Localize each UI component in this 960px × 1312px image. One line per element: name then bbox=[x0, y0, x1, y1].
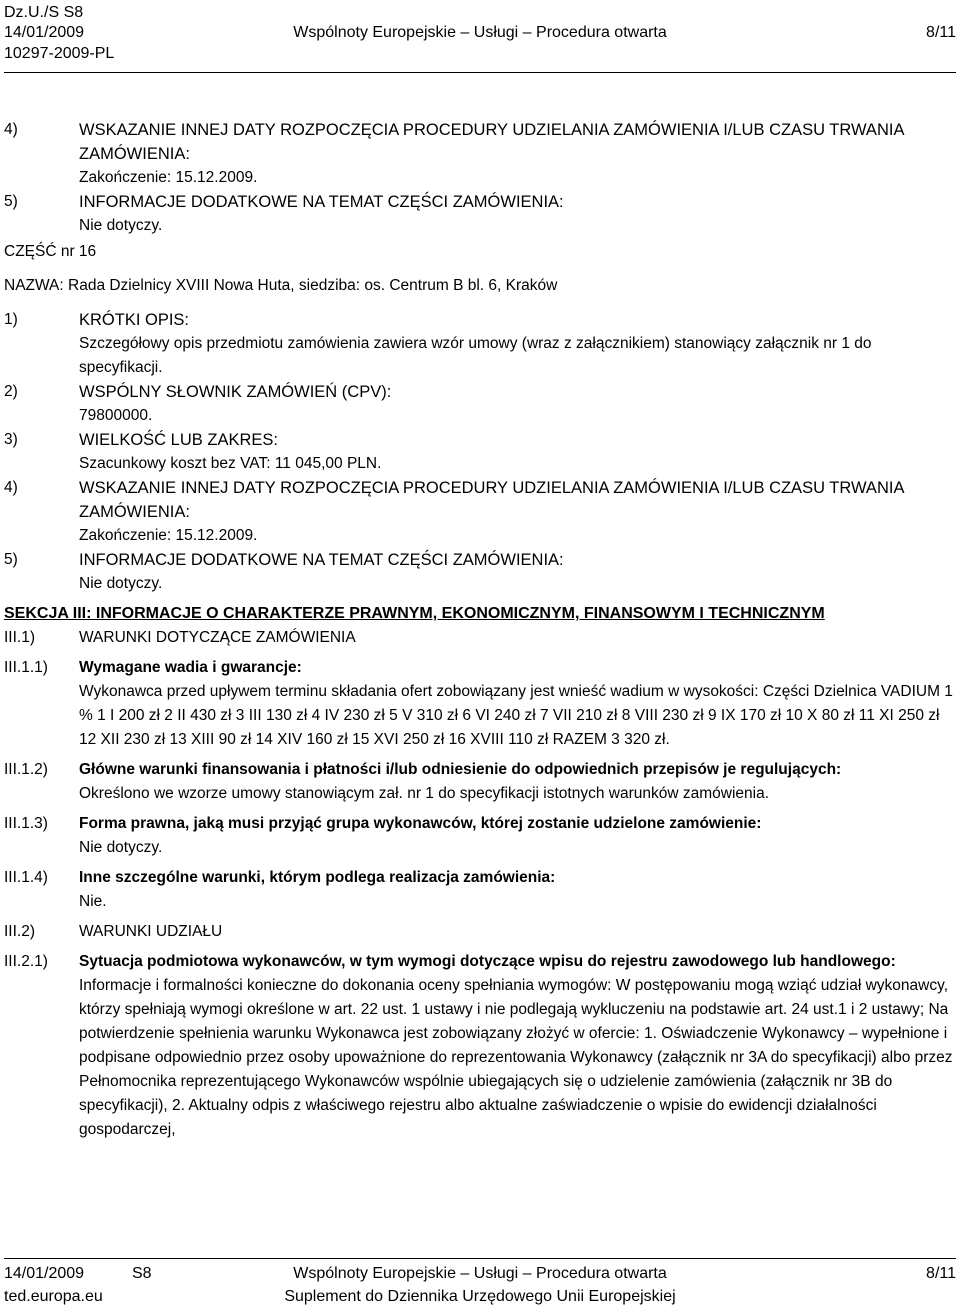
item-number: 5) bbox=[4, 193, 18, 210]
item-number: III.1.4) bbox=[4, 869, 48, 886]
item-top-5 bbox=[4, 190, 956, 238]
item-title: INFORMACJE DODATKOWE NA TEMAT CZĘŚCI ZAMÓWIENIA: bbox=[79, 551, 564, 569]
footer-series: S8 bbox=[132, 1265, 152, 1282]
part-label: CZĘŚĆ nr 16 bbox=[4, 243, 97, 260]
iii-1-3 bbox=[4, 812, 956, 860]
item-number: 2) bbox=[4, 383, 18, 400]
iii-1-1 bbox=[4, 656, 956, 752]
item-title: Wymagane wadia i gwarancje: bbox=[79, 659, 302, 676]
item-title: Główne warunki finansowania i płatności i/lub odniesienie do odpowiednich przepisów je regulujących: bbox=[79, 761, 842, 778]
item-text: Zakończenie: 15.12.2009. bbox=[79, 527, 258, 544]
item-number: 4) bbox=[4, 121, 18, 138]
item-number: III.1.3) bbox=[4, 815, 48, 832]
footer-site-link[interactable]: ted.europa.eu bbox=[4, 1288, 103, 1305]
item-text: Szacunkowy koszt bez VAT: 11 045,00 PLN. bbox=[79, 455, 382, 472]
item-title: KRÓTKI OPIS: bbox=[79, 311, 190, 329]
item-title: WSPÓLNY SŁOWNIK ZAMÓWIEŃ (CPV): bbox=[79, 383, 392, 401]
item-text: Wykonawca przed upływem terminu składania ofert zobowiązany jest wnieść wadium w wysokości: Części Dzielnica VADIUM 1 % 1 I 200 zł 2 II 430 zł 3 III 130 zł 4 IV 230 zł 5 V 310 zł 6 VI 240 zł 7 VII 210 zł 8 VIII 230 zł 9 IX 170 zł 10 X 80 zł 11 XI 250 zł 12 XII 230 zł 13 XIII 90 zł 14 XIV 160 zł 15 XVI 250 zł 16 XVIII 110 zł RAZEM 3 320 zł. bbox=[79, 683, 953, 748]
part-item-5 bbox=[4, 548, 956, 596]
iii-2-1 bbox=[4, 950, 956, 1142]
page-header bbox=[4, 0, 956, 73]
item-text: Nie dotyczy. bbox=[79, 839, 163, 856]
iii-1-2 bbox=[4, 758, 956, 806]
footer-supplement: Suplement do Dziennika Urzędowego Unii Europejskiej bbox=[284, 1288, 676, 1305]
footer-title: Wspólnoty Europejskie – Usługi – Procedura otwarta bbox=[293, 1265, 667, 1282]
header-line-3 bbox=[4, 45, 956, 69]
item-text: Określono we wzorze umowy stanowiącym zał. nr 1 do specyfikacji istotnych warunków zamówienia. bbox=[79, 785, 770, 802]
iii-2 bbox=[4, 920, 956, 944]
item-title: Forma prawna, jaką musi przyjąć grupa wykonawców, której zostanie udzielone zamówienie: bbox=[79, 815, 762, 832]
item-text: Nie. bbox=[79, 893, 107, 910]
item-text: Nie dotyczy. bbox=[79, 217, 163, 234]
item-text: Zakończenie: 15.12.2009. bbox=[79, 169, 258, 186]
item-number: 3) bbox=[4, 431, 18, 448]
part-name: NAZWA: Rada Dzielnicy XVIII Nowa Huta, siedziba: os. Centrum B bl. 6, Kraków bbox=[4, 277, 558, 294]
item-title: WIELKOŚĆ LUB ZAKRES: bbox=[79, 431, 278, 449]
item-text: 79800000. bbox=[79, 407, 153, 424]
item-title: WSKAZANIE INNEJ DATY ROZPOCZĘCIA PROCEDURY UDZIELANIA ZAMÓWIENIA I/LUB CZASU TRWANIA ZAMÓWIENIA: bbox=[79, 479, 904, 521]
footer-line-1 bbox=[4, 1265, 956, 1289]
section-3-title: SEKCJA III: INFORMACJE O CHARAKTERZE PRAWNYM, EKONOMICZNYM, FINANSOWYM I TECHNICZNYM bbox=[4, 605, 825, 622]
item-title: WARUNKI DOTYCZĄCE ZAMÓWIENIA bbox=[79, 629, 356, 646]
item-number: III.1.2) bbox=[4, 761, 48, 778]
item-number: 1) bbox=[4, 311, 18, 328]
header-title: Wspólnoty Europejskie – Usługi – Procedura otwarta bbox=[293, 24, 667, 41]
item-title: WSKAZANIE INNEJ DATY ROZPOCZĘCIA PROCEDURY UDZIELANIA ZAMÓWIENIA I/LUB CZASU TRWANIA ZAMÓWIENIA: bbox=[79, 121, 904, 163]
item-text: Szczegółowy opis przedmiotu zamówienia zawiera wzór umowy (wraz z załącznikiem) stanowiący załącznik nr 1 do specyfikacji. bbox=[79, 335, 872, 376]
item-number: III.2) bbox=[4, 923, 36, 940]
iii-1 bbox=[4, 626, 956, 650]
part-item-3 bbox=[4, 428, 956, 476]
page-footer bbox=[4, 1258, 956, 1312]
item-top-4 bbox=[4, 118, 956, 190]
item-number: 5) bbox=[4, 551, 18, 568]
item-title: Inne szczególne warunki, którym podlega realizacja zamówienia: bbox=[79, 869, 556, 886]
journal-ref: Dz.U./S S8 bbox=[4, 4, 84, 21]
header-date: 14/01/2009 bbox=[4, 24, 85, 41]
item-number: III.1) bbox=[4, 629, 36, 646]
item-title: WARUNKI UDZIAŁU bbox=[79, 923, 223, 940]
footer-page: 8/11 bbox=[926, 1265, 956, 1282]
part-item-4 bbox=[4, 476, 956, 548]
part-item-1 bbox=[4, 308, 956, 380]
item-text: Nie dotyczy. bbox=[79, 575, 163, 592]
item-number: III.1.1) bbox=[4, 659, 48, 676]
footer-line-2 bbox=[4, 1288, 956, 1312]
item-title: INFORMACJE DODATKOWE NA TEMAT CZĘŚCI ZAMÓWIENIA: bbox=[79, 193, 564, 211]
iii-1-4 bbox=[4, 866, 956, 914]
notice-id: 10297-2009-PL bbox=[4, 45, 115, 62]
item-number: III.2.1) bbox=[4, 953, 48, 970]
header-page: 8/11 bbox=[926, 24, 956, 41]
document-body bbox=[4, 118, 956, 1142]
item-text: Informacje i formalności konieczne do dokonania oceny spełniania wymogów: W postępowaniu mogą wziąć udział wykonawcy, którzy spełniają wymogi określone w art. 22 ust. 1 ustawy i nie podlegają wykluczeniu na podstawie art. 24 ust.1 i 2 ustawy; Na potwierdzenie spełnienia warunku Wykonawca jest zobowiązany złożyć w ofercie: 1. Oświadczenie Wykonawcy – wypełnione i podpisane odpowiednio przez osoby upoważnione do reprezentowania Wykonawcy (załącznik nr 3A do specyfikacji) albo przez Pełnomocnika reprezentującego Wykonawców wspólnie ubiegających się o udzielenie zamówienia (załącznik nr 3B do specyfikacji), 2. Aktualny odpis z właściwego rejestru albo aktualne zaświadczenie o wpisie do ewidencji działalności gospodarczej, bbox=[79, 977, 953, 1138]
item-title: Sytuacja podmiotowa wykonawców, w tym wymogi dotyczące wpisu do rejestru zawodowego lub handlowego: bbox=[79, 953, 896, 970]
part-item-2 bbox=[4, 380, 956, 428]
item-number: 4) bbox=[4, 479, 18, 496]
footer-date: 14/01/2009 bbox=[4, 1265, 85, 1282]
